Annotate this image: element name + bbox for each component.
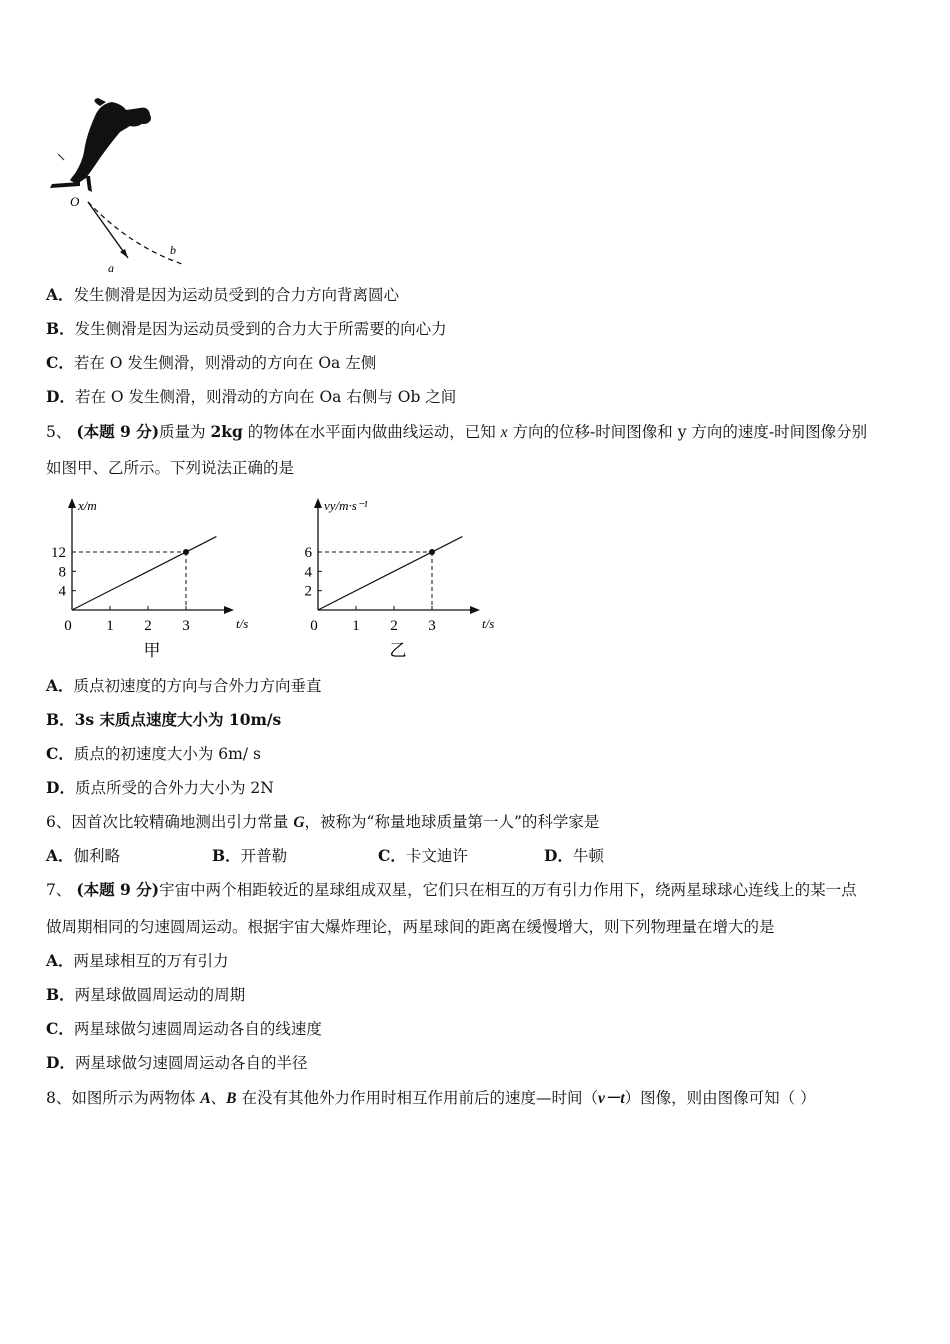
chart-caption: 乙	[389, 641, 407, 660]
path-ob	[88, 202, 182, 264]
chart-caption: 甲	[143, 641, 161, 660]
y-tick-label: 8	[58, 564, 66, 581]
q6-option-a: A．伽利略	[46, 846, 121, 865]
chart-yi	[286, 492, 516, 664]
q4-option-c: C．若在 O 发生侧滑，则滑动的方向在 Oa 左侧	[46, 353, 377, 372]
x-tick-label: 2	[390, 618, 398, 634]
x-tick-label: 0	[310, 618, 318, 634]
q7-option-b: B．两星球做圆周运动的周期	[46, 985, 246, 1004]
y-tick-label: 6	[304, 545, 312, 561]
marked-point	[429, 549, 435, 555]
label-a: a	[108, 261, 114, 275]
label-o: O	[70, 194, 80, 209]
q7-option-d: D．两星球做匀速圆周运动各自的半径	[46, 1053, 308, 1072]
q5-option-b: B．3s 末质点速度大小为 10m/s	[46, 710, 282, 729]
q6-option-d: D．牛顿	[544, 846, 604, 865]
marked-point	[183, 549, 189, 555]
q5-stem-line-2: 如图甲、乙所示。下列说法正确的是	[46, 459, 295, 477]
q5-stem-line-1: 5、 (本题 9 分)质量为 2kg 的物体在水平面内做曲线运动，已知 x 方向的位移-时间图像和 y 方向的速度-时间图像分别	[46, 422, 868, 441]
y-axis-arrow	[314, 498, 322, 508]
q4-option-d: D．若在 O 发生侧滑，则滑动的方向在 Oa 右侧与 Ob 之间	[46, 387, 457, 406]
y-tick-label: 4	[58, 583, 66, 600]
q8-stem: 8、如图所示为两物体 A、B 在没有其他外力作用时相互作用前后的速度—时间（v－t）图像，则由图像可知（ ）	[46, 1089, 816, 1107]
y-tick-label: 4	[304, 564, 312, 581]
chart-jia	[40, 492, 270, 664]
q5-option-a: A．质点初速度的方向与合外力方向垂直	[46, 676, 322, 695]
y-tick-label: 2	[304, 583, 312, 600]
x-tick-label: 1	[106, 618, 114, 634]
q6-option-b: B．开普勒	[212, 846, 288, 865]
q6-options	[46, 845, 710, 867]
x-tick-label: 1	[352, 618, 360, 634]
arrow-oa	[88, 202, 128, 258]
y-axis-label: x/m	[78, 498, 97, 513]
q6-option-c: C．卡文迪许	[378, 846, 468, 865]
series-line	[318, 537, 462, 610]
skater-ice-line	[58, 154, 64, 160]
x-tick-label: 0	[64, 618, 72, 634]
x-axis-label: t/s	[236, 616, 249, 631]
series-line	[72, 537, 216, 610]
q4-option-b: B．发生侧滑是因为运动员受到的合力大于所需要的向心力	[46, 319, 447, 338]
label-b: b	[170, 243, 176, 257]
skater-figure	[40, 96, 200, 276]
skater-silhouette	[50, 98, 151, 192]
q5-option-c: C．质点的初速度大小为 6m/ s	[46, 744, 261, 763]
x-axis-label: t/s	[482, 616, 495, 631]
x-axis-arrow	[470, 606, 480, 614]
q5-option-d: D．质点所受的合外力大小为 2N	[46, 778, 274, 797]
x-tick-label: 3	[428, 618, 436, 634]
q4-option-a: A．发生侧滑是因为运动员受到的合力方向背离圆心	[46, 285, 400, 304]
x-tick-label: 2	[144, 618, 152, 634]
x-tick-label: 3	[182, 618, 190, 634]
q7-stem-line-1: 7、 (本题 9 分)宇宙中两个相距较近的星球组成双星，它们只在相互的万有引力作用下，绕两星球球心连线上的某一点	[46, 880, 857, 899]
q7-option-c: C．两星球做匀速圆周运动各自的线速度	[46, 1019, 322, 1038]
y-axis-label: vy/m·s⁻¹	[324, 498, 368, 513]
q6-stem: 6、因首次比较精确地测出引力常量 G，被称为“称量地球质量第一人”的科学家是	[46, 813, 600, 831]
q7-stem-line-2: 做周期相同的匀速圆周运动。根据宇宙大爆炸理论，两星球间的距离在缓慢增大，则下列物理量在增大的是	[46, 918, 775, 936]
q7-option-a: A．两星球相互的万有引力	[46, 951, 229, 970]
x-axis-arrow	[224, 606, 234, 614]
arrow-oa-head	[120, 249, 128, 258]
y-tick-label: 12	[51, 545, 66, 561]
y-axis-arrow	[68, 498, 76, 508]
